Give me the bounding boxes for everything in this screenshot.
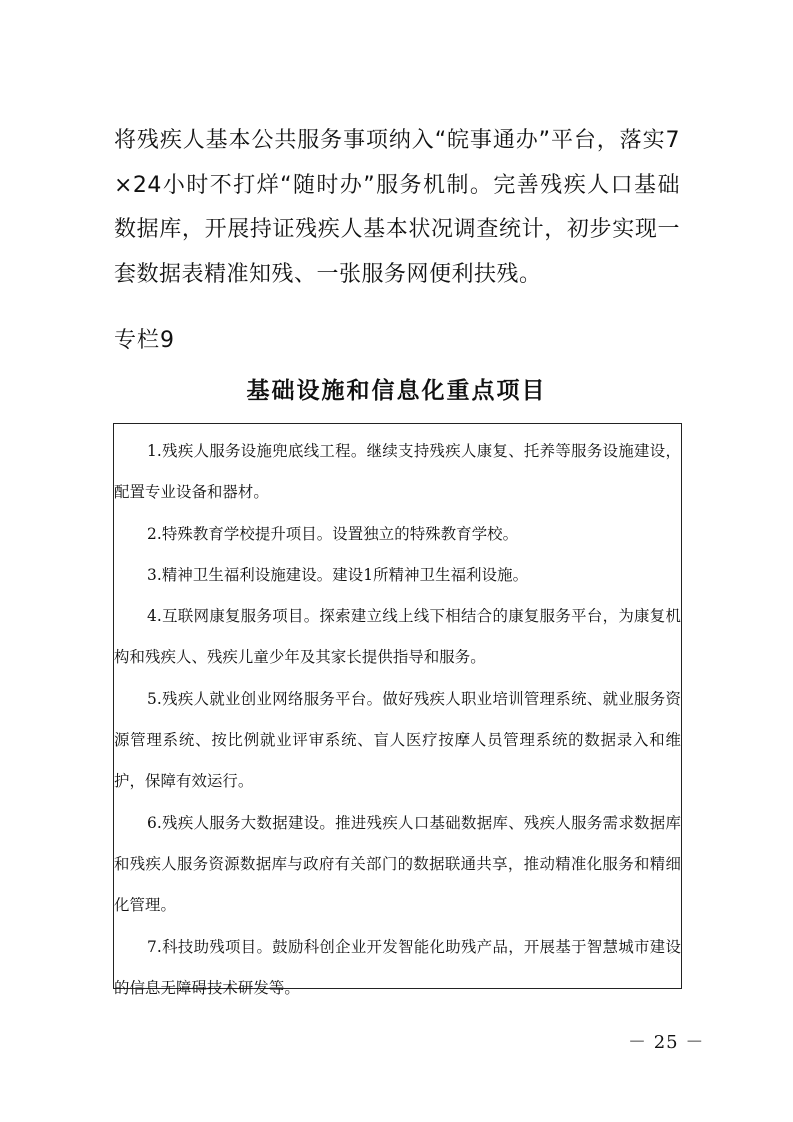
column-item-6: 6.残疾人服务大数据建设。推进残疾人口基础数据库、残疾人服务需求数据库和残疾人服务资源数据库与政府有关部门的数据联通共享，推动精准化服务和精细化管理。 [114, 813, 681, 915]
column-item-5: 5.残疾人就业创业网络服务平台。做好残疾人职业培训管理系统、就业服务资源管理系统、按比例就业评审系统、盲人医疗按摩人员管理系统的数据录入和维护，保障有效运行。 [114, 689, 681, 791]
page-number: － 25 － [628, 1032, 705, 1053]
column-item-3: 3.精神卫生福利设施建设。建设1所精神卫生福利设施。 [147, 565, 529, 584]
column-box [113, 423, 682, 997]
column-item-2: 2.特殊教育学校提升项目。设置独立的特殊教育学校。 [147, 524, 519, 543]
column-title: 基础设施和信息化重点项目 [246, 377, 547, 404]
body-paragraph: 将残疾人基本公共服务事项纳入“皖事通办”平台，落实7×24小时不打烊“随时办”服务机制。完善残疾人口基础数据库，开展持证残疾人基本状况调查统计，初步实现一套数据表精准知残、一张服务网便利扶残。 [114, 128, 680, 288]
column-item-4: 4.互联网康复服务项目。探索建立线上线下相结合的康复服务平台，为康复机构和残疾人、残疾儿童少年及其家长提供指导和服务。 [114, 607, 681, 667]
column-item-1: 1.残疾人服务设施兜底线工程。继续支持残疾人康复、托养等服务设施建设，配置专业设备和器材。 [114, 442, 681, 502]
column-label: 专栏9 [114, 328, 175, 353]
column-item-7: 7.科技助残项目。鼓励科创企业开发智能化助残产品，开展基于智慧城市建设的信息无障碍技术研发等。 [114, 937, 681, 997]
